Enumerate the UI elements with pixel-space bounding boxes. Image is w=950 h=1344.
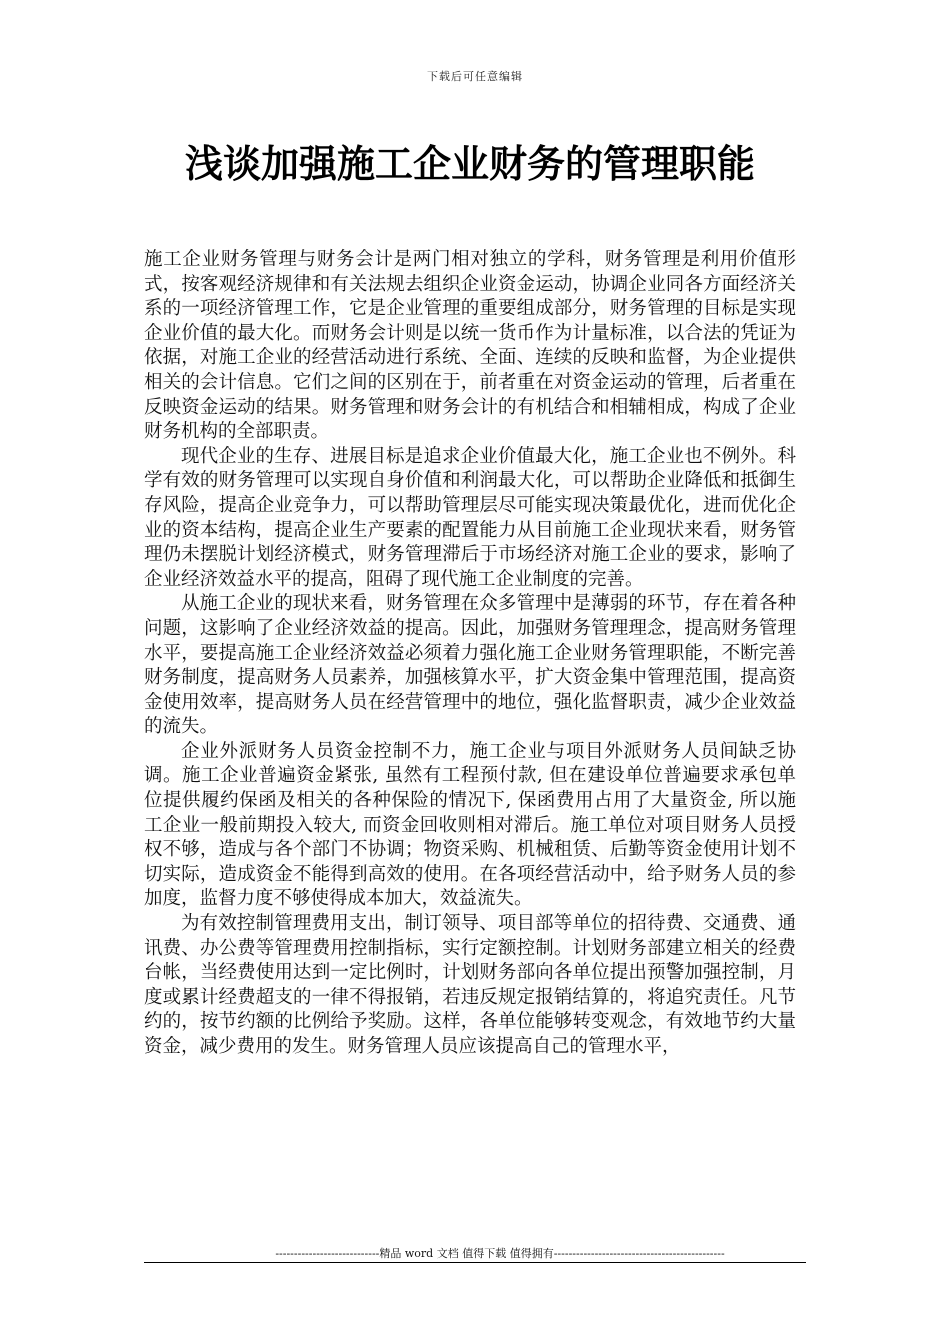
footer-divider — [144, 1262, 806, 1263]
header-note: 下载后可任意编辑 — [427, 70, 523, 83]
paragraph-3: 从施工企业的现状来看，财务管理在众多管理中是薄弱的环节，存在着各种问题，这影响了企业经济效益的提高。因此，加强财务管理理念，提高财务管理水平，要提高施工企业经济效益必须着力强化施工企业财务管理职能，不断完善财务制度，提高财务人员素养，加强核算水平，扩大资金集中管理范围，提高资金使用效率，提高财务人员在经营管理中的地位，强化监督职责，减少企业效益的流失。 — [144, 593, 796, 738]
document-title: 浅谈加强施工企业财务的管理职能 — [185, 142, 756, 186]
paragraph-5: 为有效控制管理费用支出，制订领导、项目部等单位的招待费、交通费、通讯费、办公费等管理费用控制指标，实行定额控制。计划财务部建立相关的经费台帐，当经费使用达到一定比例时，计划财务部向各单位提出预警加强控制，月度或累计经费超支的一律不得报销，若违反规定报销结算的，将追究责任。凡节约的，按节约额的比例给予奖励。这样，各单位能够转变观念，有效地节约大量资金，减少费用的发生。财务管理人员应该提高自己的管理水平， — [144, 913, 796, 1057]
paragraph-4: 企业外派财务人员资金控制不力，施工企业与项目外派财务人员间缺乏协调。施工企业普遍资金紧张, 虽然有工程预付款, 但在建设单位普遍要求承包单位提供履约保函及相关的各种保险的情况下, 保函费用占用了大量资金, 所以施工企业一般前期投入较大, 而资金回收则相对滞后。施工单位对项目财务人员授权不够，造成与各个部门不协调；物资采购、机械租赁、后勤等资金使用计划不切实际，造成资金不能得到高效的使用。在各项经营活动中，给予财务人员的参加度，监督力度不够使得成本加大，效益流失。 — [144, 740, 796, 910]
document-body — [144, 248, 796, 1060]
footer-text: ----------------------------精品 word 文档 值得下载 值得拥有---------------------------------------------- — [275, 1247, 725, 1260]
paragraph-2: 现代企业的生存、进展目标是追求企业价值最大化，施工企业也不例外。科学有效的财务管理可以实现自身价值和利润最大化，可以帮助企业降低和抵御生存风险，提高企业竞争力，可以帮助管理层尽可能实现决策最优化，进而优化企业的资本结构，提高企业生产要素的配置能力从目前施工企业现状来看，财务管理仍未摆脱计划经济模式，财务管理滞后于市场经济对施工企业的要求，影响了企业经济效益水平的提高，阻碍了现代施工企业制度的完善。 — [144, 445, 796, 590]
paragraph-1: 施工企业财务管理与财务会计是两门相对独立的学科，财务管理是利用价值形式，按客观经济规律和有关法规去组织企业资金运动，协调企业同各方面经济关系的一项经济管理工作，它是企业管理的重要组成部分，财务管理的目标是实现企业价值的最大化。而财务会计则是以统一货币作为计量标准，以合法的凭证为依据，对施工企业的经营活动进行系统、全面、连续的反映和监督，为企业提供相关的会计信息。它们之间的区别在于，前者重在对资金运动的管理，后者重在反映资金运动的结果。财务管理和财务会计的有机结合和相辅相成，构成了企业财务机构的全部职责。 — [144, 249, 796, 443]
